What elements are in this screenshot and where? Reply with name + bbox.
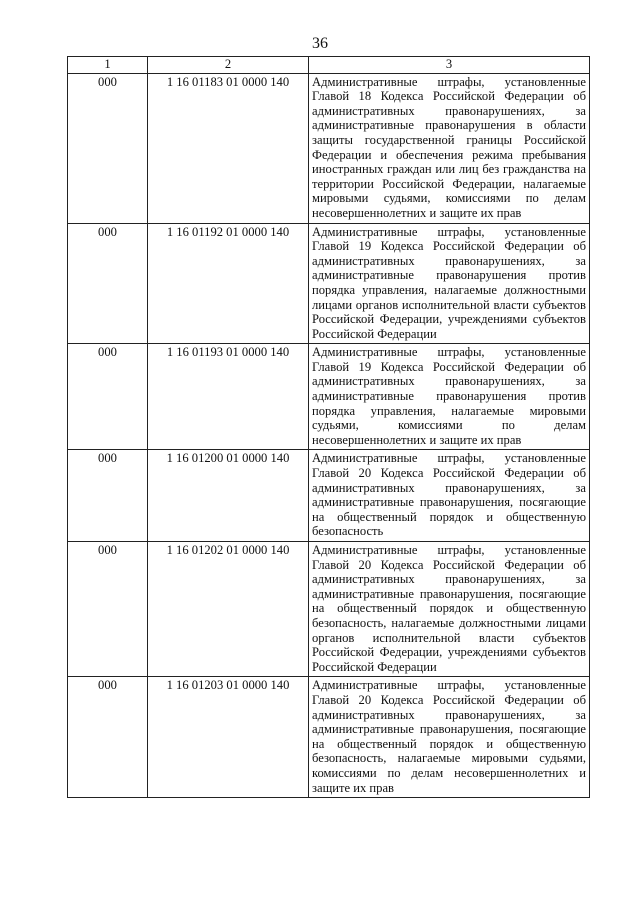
description-cell: Административные штрафы, установленные Главой 20 Кодекса Российской Федерации об административных правонарушениях, за административные правонарушения, посягающие на общественный порядок и общественную безопасность (309, 450, 590, 542)
admin-code-cell: 000 (68, 542, 148, 677)
table-row (68, 677, 590, 798)
kbk-code-cell: 1 16 01202 01 0000 140 (148, 542, 309, 677)
table-row (68, 344, 590, 450)
description-cell: Административные штрафы, установленные Главой 18 Кодекса Российской Федерации об административных правонарушениях, за административные правонарушения в области защиты государственной границы Российской Федерации и обеспечения режима пребывания иностранных граждан или лиц без гражданства на территории Российской Федерации, налагаемые мировыми судьями, комиссиями по делам несовершеннолетних и защите их прав (309, 73, 590, 223)
kbk-code-cell: 1 16 01183 01 0000 140 (148, 73, 309, 223)
kbk-code-cell: 1 16 01192 01 0000 140 (148, 223, 309, 344)
table-header-row (68, 57, 590, 74)
admin-code-cell: 000 (68, 677, 148, 798)
table-row (68, 223, 590, 344)
kbk-code-cell: 1 16 01203 01 0000 140 (148, 677, 309, 798)
description-cell: Административные штрафы, установленные Главой 20 Кодекса Российской Федерации об административных правонарушениях, за административные правонарушения, посягающие на общественный порядок и общественную безопасность, налагаемые мировыми судьями, комиссиями по делам несовершеннолетних и защите их прав (309, 677, 590, 798)
column-header-2: 2 (148, 57, 309, 74)
column-header-1: 1 (68, 57, 148, 74)
description-cell: Административные штрафы, установленные Главой 19 Кодекса Российской Федерации об административных правонарушениях, за административные правонарушения против порядка управления, налагаемые мировыми судьями, комиссиями по делам несовершеннолетних и защите их прав (309, 344, 590, 450)
admin-code-cell: 000 (68, 344, 148, 450)
admin-code-cell: 000 (68, 450, 148, 542)
budget-classification-table (67, 56, 590, 798)
table-row (68, 73, 590, 223)
table-row (68, 450, 590, 542)
page-number: 36 (312, 35, 328, 52)
column-header-3: 3 (309, 57, 590, 74)
kbk-code-cell: 1 16 01200 01 0000 140 (148, 450, 309, 542)
admin-code-cell: 000 (68, 73, 148, 223)
admin-code-cell: 000 (68, 223, 148, 344)
description-cell: Административные штрафы, установленные Главой 19 Кодекса Российской Федерации об административных правонарушениях, за административные правонарушения против порядка управления, налагаемые должностными лицами органов исполнительной власти субъектов Российской Федерации, учреждениями субъектов Российской Федерации (309, 223, 590, 344)
kbk-code-cell: 1 16 01193 01 0000 140 (148, 344, 309, 450)
table-row (68, 542, 590, 677)
description-cell: Административные штрафы, установленные Главой 20 Кодекса Российской Федерации об административных правонарушениях, за административные правонарушения, посягающие на общественный порядок и общественную безопасность, налагаемые должностными лицами органов исполнительной власти субъектов Российской Федерации, учреждениями субъектов Российской Федерации (309, 542, 590, 677)
